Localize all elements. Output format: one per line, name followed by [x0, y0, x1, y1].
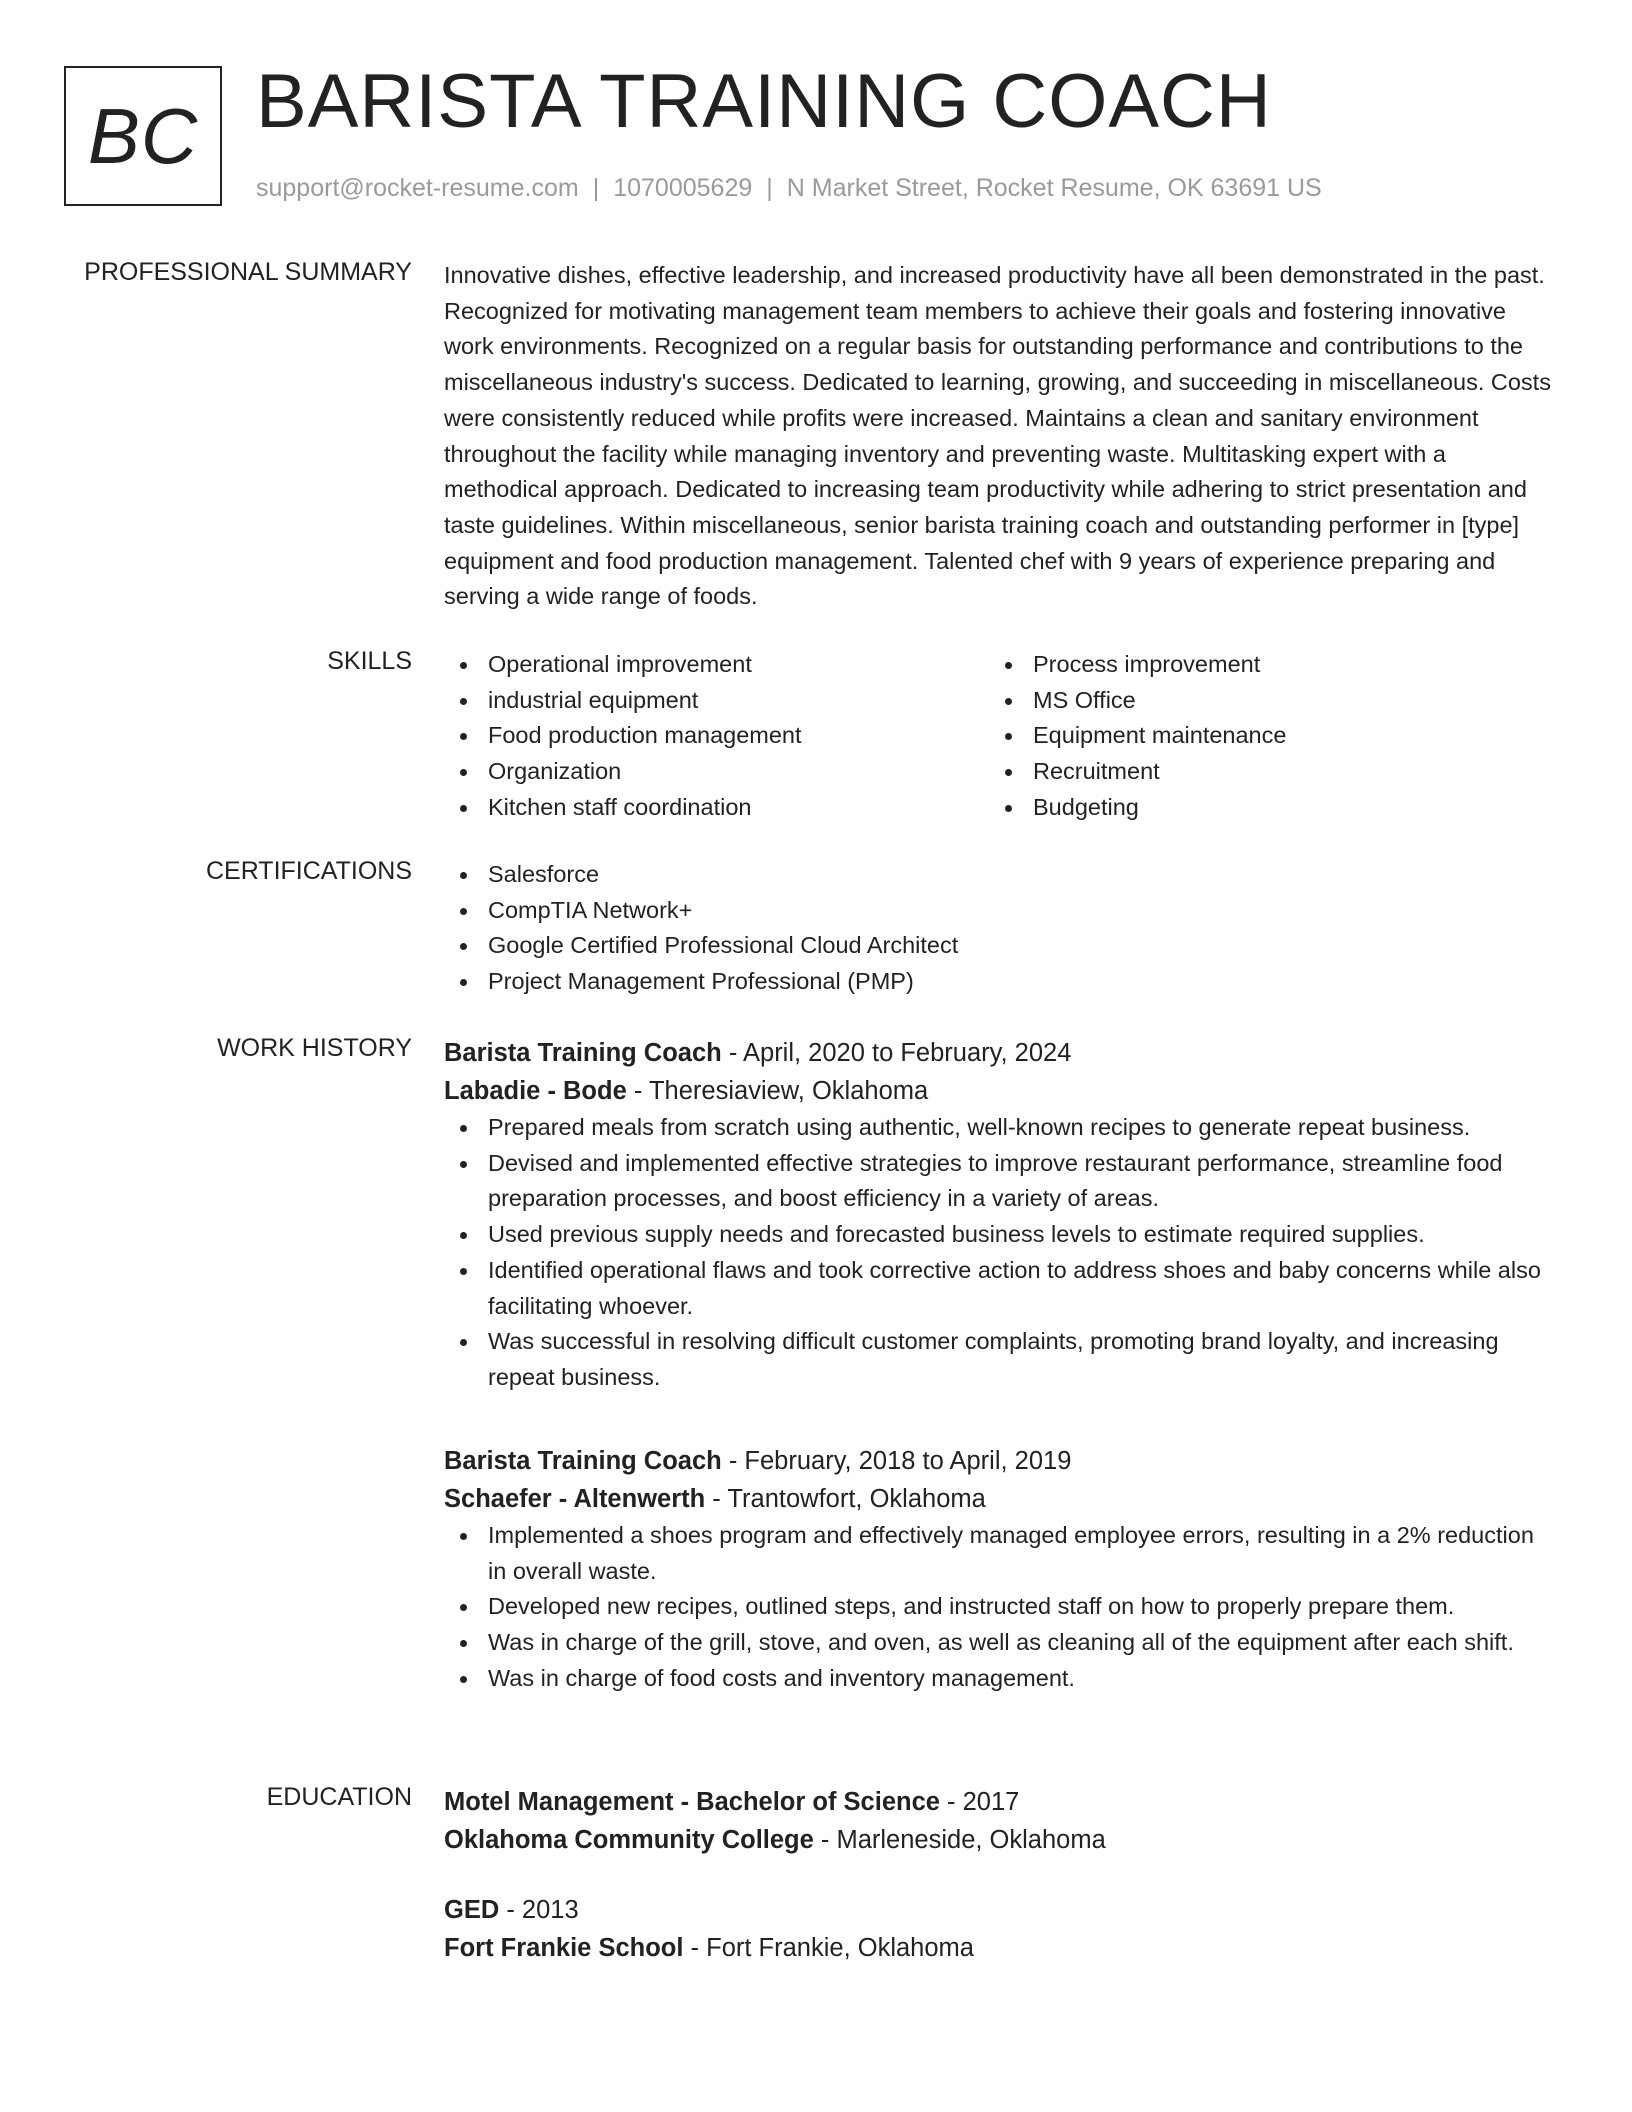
skill-item: MS Office [989, 683, 1534, 719]
skill-item: Process improvement [989, 647, 1534, 683]
education-degree: GED [444, 1896, 500, 1924]
job-company: Labadie - Bode [444, 1077, 627, 1105]
monogram-box [64, 66, 222, 206]
summary-text: Innovative dishes, effective leadership, and increased productivity have all been demonstrated in the past. Recognized for motivating management team members to achieve their goals and fostering innovative work environments. Recognized on a regular basis for outstanding performance and contributions to the miscellaneous industry's success. Dedicated to learning, growing, and succeeding in miscellaneous. Costs were consistently reduced while profits were increased. Maintains a clean and sanitary environment throughout the facility while managing inventory and preventing waste. Multitasking expert with a methodical approach. Dedicated to increasing team productivity while adhering to strict presentation and taste guidelines. Within miscellaneous, senior barista training coach and outstanding performer in [type] equipment and food production management. Talented chef with 9 years of experience preparing and serving a wide range of foods. [444, 262, 1551, 610]
job-bullet: Was successful in resolving difficult customer complaints, promoting brand loyalty, and increasing repeat business. [444, 1324, 1552, 1395]
job-location: - Trantowfort, Oklahoma [705, 1485, 986, 1513]
job-bullet: Used previous supply needs and forecasted business levels to estimate required supplies. [444, 1217, 1552, 1253]
education-year: - 2017 [939, 1788, 1020, 1816]
skills-list-right [989, 647, 1534, 826]
job-location: - Theresiaview, Oklahoma [626, 1077, 929, 1105]
job-title-line [444, 1034, 1552, 1072]
job-bullet: Was in charge of the grill, stove, and oven, as well as cleaning all of the equipment after each shift. [444, 1625, 1552, 1661]
job-title-line [444, 1442, 1552, 1480]
contact-separator: | [592, 174, 600, 202]
job-company-line [444, 1072, 1552, 1110]
education-degree-line [444, 1783, 1552, 1821]
certifications-list [444, 857, 1552, 1000]
contact-email: support@rocket-resume.com [256, 174, 579, 202]
job-bullet: Was in charge of food costs and inventory management. [444, 1661, 1552, 1697]
contact-phone: 1070005629 [613, 174, 753, 202]
job-entry [444, 1034, 1552, 1396]
job-title: Barista Training Coach [444, 1039, 722, 1067]
job-bullet: Developed new recipes, outlined steps, and instructed staff on how to properly prepare them. [444, 1589, 1552, 1625]
job-dates: - February, 2018 to April, 2019 [721, 1447, 1072, 1475]
contact-line [256, 174, 1322, 203]
job-bullets [444, 1518, 1552, 1697]
education-body [444, 1783, 1552, 1962]
job-company: Schaefer - Altenwerth [444, 1485, 706, 1513]
education-year: - 2013 [499, 1896, 579, 1924]
section-heading: PROFESSIONAL SUMMARY [84, 258, 412, 286]
certifications-body [444, 857, 1552, 1000]
education-degree: Motel Management - Bachelor of Science [444, 1788, 940, 1816]
education-school: Fort Frankie School [444, 1934, 684, 1962]
education-location: - Fort Frankie, Oklahoma [683, 1934, 974, 1962]
education-degree-line [444, 1891, 1552, 1929]
certification-item: Salesforce [444, 857, 1552, 893]
education-school: Oklahoma Community College [444, 1826, 814, 1854]
job-dates: - April, 2020 to February, 2024 [721, 1039, 1072, 1067]
skills-body [444, 647, 1552, 826]
education-entry [444, 1891, 1552, 1967]
contact-separator: | [766, 174, 773, 202]
skill-item: Operational improvement [444, 647, 989, 683]
work-history-body [444, 1034, 1552, 1691]
skill-item: industrial equipment [444, 683, 989, 719]
skill-item: Budgeting [989, 790, 1534, 826]
skill-item: Organization [444, 754, 989, 790]
section-heading: SKILLS [327, 647, 412, 675]
section-heading: WORK HISTORY [217, 1034, 412, 1062]
education-location: - Marleneside, Oklahoma [813, 1826, 1106, 1854]
skill-item: Recruitment [989, 754, 1534, 790]
section-heading: CERTIFICATIONS [205, 857, 412, 885]
job-bullets [444, 1110, 1552, 1396]
job-bullet: Devised and implemented effective strategies to improve restaurant performance, streamline food preparation processes, and boost efficiency in a variety of areas. [444, 1146, 1552, 1217]
education-entry [444, 1783, 1552, 1859]
section-heading: EDUCATION [266, 1783, 412, 1811]
skill-item: Kitchen staff coordination [444, 790, 989, 826]
certification-item: Project Management Professional (PMP) [444, 964, 1552, 1000]
skill-item: Equipment maintenance [989, 718, 1534, 754]
job-bullet: Implemented a shoes program and effectively managed employee errors, resulting in a 2% reduction in overall waste. [444, 1518, 1552, 1589]
education-school-line [444, 1929, 1552, 1967]
contact-address: N Market Street, Rocket Resume, OK 63691 US [786, 174, 1322, 202]
job-title: Barista Training Coach [444, 1447, 722, 1475]
skills-list-left [444, 647, 989, 826]
monogram-initials: BC [87, 91, 199, 180]
candidate-name: BARISTA TRAINING COACH [256, 59, 1272, 144]
certification-item: CompTIA Network+ [444, 893, 1552, 929]
job-bullet: Identified operational flaws and took corrective action to address shoes and baby concerns while also facilitating whoever. [444, 1253, 1552, 1324]
job-bullet: Prepared meals from scratch using authentic, well-known recipes to generate repeat business. [444, 1110, 1552, 1146]
education-school-line [444, 1821, 1552, 1859]
job-entry [444, 1442, 1552, 1697]
skill-item: Food production management [444, 718, 989, 754]
certification-item: Google Certified Professional Cloud Architect [444, 928, 1552, 964]
job-company-line [444, 1480, 1552, 1518]
